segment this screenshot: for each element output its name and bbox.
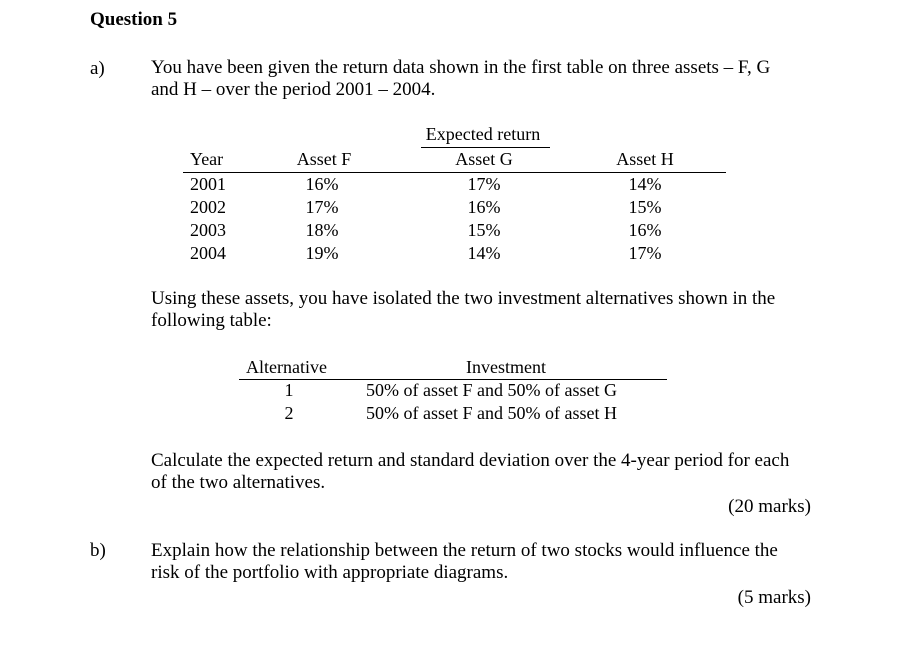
cell-asset-f: 18% bbox=[305, 220, 339, 240]
part-b-label: b) bbox=[90, 540, 106, 561]
part-a-marks: (20 marks) bbox=[728, 496, 811, 517]
cell-asset-f: 16% bbox=[305, 174, 339, 194]
part-b-line1: Explain how the relationship between the return of two stocks would influence the bbox=[151, 540, 778, 561]
cell-asset-h: 16% bbox=[628, 220, 662, 240]
cell-asset-f: 17% bbox=[305, 197, 339, 217]
cell-year: 2003 bbox=[190, 220, 226, 240]
header-asset-f: Asset F bbox=[296, 149, 352, 169]
cell-alternative: 1 bbox=[284, 380, 294, 400]
task-line2: of the two alternatives. bbox=[151, 472, 326, 493]
cell-asset-g: 15% bbox=[467, 220, 501, 240]
part-a-intro-line2: and H – over the period 2001 – 2004. bbox=[151, 79, 436, 100]
part-b-marks: (5 marks) bbox=[737, 587, 811, 608]
header-year: Year bbox=[190, 149, 224, 169]
cell-asset-h: 15% bbox=[628, 197, 662, 217]
header-asset-h: Asset H bbox=[616, 149, 674, 169]
cell-year: 2002 bbox=[190, 197, 226, 217]
header-investment: Investment bbox=[466, 357, 546, 377]
part-a-label: a) bbox=[90, 58, 105, 79]
super-header-rule bbox=[421, 147, 550, 148]
part-b-line2: risk of the portfolio with appropriate diagrams. bbox=[151, 562, 509, 583]
cell-alternative: 2 bbox=[284, 403, 294, 423]
cell-year: 2001 bbox=[190, 174, 226, 194]
header-asset-g: Asset G bbox=[455, 149, 513, 169]
cell-asset-g: 16% bbox=[467, 197, 501, 217]
cell-investment: 50% of asset F and 50% of asset G bbox=[366, 380, 617, 400]
task-line1: Calculate the expected return and standard deviation over the 4-year period for each bbox=[151, 450, 790, 471]
question-title: Question 5 bbox=[90, 9, 178, 30]
cell-asset-h: 17% bbox=[628, 243, 662, 263]
middle-line1: Using these assets, you have isolated the two investment alternatives shown in the bbox=[151, 288, 776, 309]
cell-year: 2004 bbox=[190, 243, 226, 263]
cell-asset-f: 19% bbox=[305, 243, 339, 263]
cell-asset-g: 14% bbox=[467, 243, 501, 263]
cell-investment: 50% of asset F and 50% of asset H bbox=[366, 403, 617, 423]
part-a-intro-line1: You have been given the return data shown in the first table on three assets – F, G bbox=[151, 57, 771, 78]
super-header-expected-return: Expected return bbox=[425, 124, 541, 144]
cell-asset-h: 14% bbox=[628, 174, 662, 194]
cell-asset-g: 17% bbox=[467, 174, 501, 194]
header-alternative: Alternative bbox=[246, 357, 327, 377]
middle-line2: following table: bbox=[151, 310, 272, 331]
header-rule bbox=[183, 172, 726, 173]
